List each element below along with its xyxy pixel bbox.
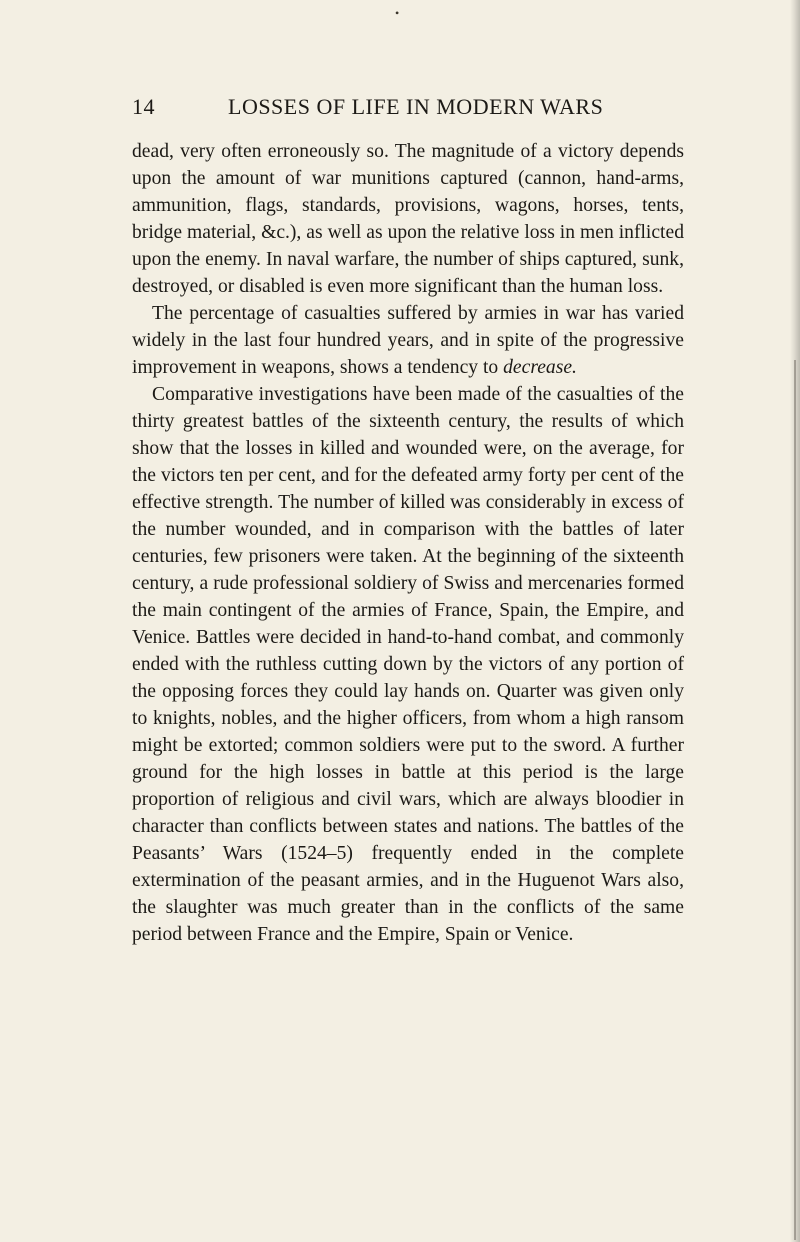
paragraph-2-emphasis: decrease. bbox=[503, 357, 577, 378]
top-mark: • bbox=[395, 6, 400, 20]
paragraph-3: Comparative investigations have been made of the casualties of the thirty greatest battles of the sixteenth century, the results of which show that the losses in killed and wounded were, on the average, for the victors ten per cent, and for the defeated army forty per cent of the effective strength. The number of killed was considerably in excess of the number wounded, and in comparison with the battles of later centuries, few prisoners were taken. At the beginning of the sixteenth century, a rude professional soldiery of Swiss and mercenaries formed the main contingent of the armies of France, Spain, the Empire, and Venice. Battles were decided in hand-to-hand combat, and commonly ended with the ruthless cutting down by the victors of any portion of the opposing forces they could lay hands on. Quarter was given only to knights, nobles, and the higher officers, from whom a high ransom might be extorted; common soldiers were put to the sword. A further ground for the high losses in battle at this period is the large proportion of religious and civil wars, which are always bloodier in character than conflicts between states and nations. The battles of the Peasants’ Wars (1524–5) frequently ended in the complete extermination of the peasant armies, and in the Huguenot Wars also, the slaughter was much greater than in the conflicts of the same period between France and the Empire, Spain or Venice. bbox=[132, 384, 684, 945]
body-text bbox=[132, 138, 684, 948]
paragraph-2 bbox=[132, 300, 684, 381]
page-edge-line bbox=[794, 360, 796, 1240]
paragraph-2-text: The percentage of casualties suffered by armies in war has varied widely in the last four hundred years, and in spite of the progressive improvement in weapons, shows a tendency to bbox=[132, 303, 684, 378]
page-number: 14 bbox=[132, 94, 155, 119]
page-header bbox=[132, 92, 684, 122]
running-title: LOSSES OF LIFE IN MODERN WARS bbox=[228, 94, 604, 119]
paragraph-1: dead, very often erroneously so. The magnitude of a victory depends upon the amount of war munitions captured (cannon, hand-arms, ammunition, flags, standards, provisions, wagons, horses, tents, bridge material, &c.), as well as upon the relative loss in men inflicted upon the enemy. In naval warfare, the number of ships captured, sunk, destroyed, or disabled is even more significant than the human loss. bbox=[132, 141, 684, 297]
